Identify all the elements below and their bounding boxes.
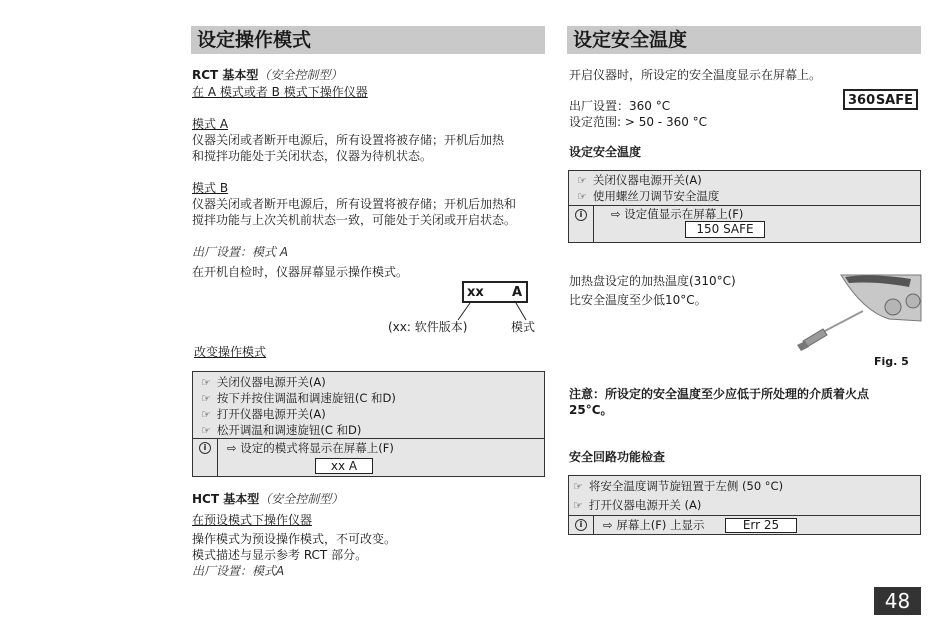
safety-lcd-value: 360 xyxy=(848,93,876,108)
check-instruction-box xyxy=(568,475,921,535)
instruction-result-row xyxy=(569,515,920,535)
instruction-step: ☞ 打开仪器电源开关(A) xyxy=(201,406,544,422)
selfcheck-text: 在开机自检时，仪器屏幕显示操作模式。 xyxy=(192,265,409,279)
arrow-right-icon: ⇨ xyxy=(603,518,617,532)
rct-subtitle: 在 A 模式或者 B 模式下操作仪器 xyxy=(192,85,368,99)
info-icon: i xyxy=(575,209,587,221)
hct-factory-setting: 出厂设置：模式A xyxy=(192,564,285,578)
instruction-step: ☞ 关闭仪器电源开关(A) xyxy=(201,374,544,390)
mode-b-text-2: 搅拌功能与上次关机前状态一致，可能处于关闭或开启状态。 xyxy=(192,213,517,227)
change-mode-title: 改变操作模式 xyxy=(194,345,267,359)
instruction-result-row xyxy=(569,205,920,243)
result-text: 屏幕上(F) 上显示 xyxy=(616,518,705,532)
safety-factory: 出厂设置：360 °C xyxy=(569,99,671,113)
safety-lcd-label: SAFE xyxy=(875,93,913,108)
mode-b-text-1: 仪器关闭或者断开电源后，所有设置将被存储；开机后加热和 xyxy=(192,197,517,211)
hct-model-title: HCT 基本型 xyxy=(192,492,260,506)
result-display: 150 SAFE xyxy=(685,221,765,238)
arrow-right-icon: ⇨ xyxy=(227,441,241,455)
result-line xyxy=(227,440,394,456)
result-line xyxy=(611,206,743,222)
page-number: 48 xyxy=(874,587,921,615)
arrow-right-icon: ⇨ xyxy=(611,207,625,221)
info-cell xyxy=(569,516,594,535)
hct-title-line xyxy=(192,491,343,507)
rct-title-line xyxy=(192,67,342,83)
info-cell xyxy=(569,206,594,243)
check-title: 安全回路功能检查 xyxy=(569,450,666,464)
change-mode-instruction-box xyxy=(192,371,545,477)
instruction-step: ☞ 关闭仪器电源开关(A) xyxy=(577,172,920,188)
set-safety-title: 设定安全温度 xyxy=(569,145,642,159)
mode-a-text-1: 仪器关闭或者断开电源后，所有设置将被存储；开机后加热 xyxy=(192,133,505,147)
rct-model-title: RCT 基本型 xyxy=(192,68,259,82)
hct-model-note: （安全控制型） xyxy=(259,492,344,506)
heat-text-2: 比安全温度至少低10°C。 xyxy=(569,293,707,307)
hct-subtitle: 在预设模式下操作仪器 xyxy=(192,513,313,527)
mode-lcd-display xyxy=(462,281,528,303)
set-safety-instruction-box xyxy=(568,170,921,243)
instruction-step: ☞ 使用螺丝刀调节安全温度 xyxy=(577,188,920,204)
section-heading-operating-mode: 设定操作模式 xyxy=(191,26,545,54)
result-display: Err 25 xyxy=(725,518,797,533)
info-icon: i xyxy=(575,519,587,531)
rct-model-note: （安全控制型） xyxy=(258,68,343,82)
label-mode: 模式 xyxy=(511,320,536,334)
lcd-version-text: xx xyxy=(467,285,484,300)
result-line xyxy=(603,517,705,533)
instruction-step: ☞ 将安全温度调节旋钮置于左侧 (50 °C) xyxy=(573,477,920,496)
mode-b-title: 模式 B xyxy=(192,181,229,195)
heat-text-1: 加热盘设定的加热温度(310°C) xyxy=(569,274,736,288)
hct-text-2: 模式描述与显示参考 RCT 部分。 xyxy=(192,548,368,562)
figure-caption: Fig. 5 xyxy=(874,355,909,368)
note-text-2: 25°C。 xyxy=(569,403,613,417)
instruction-step: ☞ 按下并按住调温和调速旋钮(C 和D) xyxy=(201,390,544,406)
factory-setting: 出厂设置：模式 A xyxy=(192,245,289,259)
result-text: 设定的模式将显示在屏幕上(F) xyxy=(240,441,394,455)
instruction-result-row xyxy=(193,438,544,477)
safety-lcd-display xyxy=(843,89,918,110)
section-heading-safety-temperature: 设定安全温度 xyxy=(567,26,921,54)
lcd-mode-text: A xyxy=(511,285,522,300)
label-software-version: (xx: 软件版本) xyxy=(388,320,468,334)
instruction-step: ☞ 松开调温和调速旋钮(C 和D) xyxy=(201,422,544,438)
mode-a-title: 模式 A xyxy=(192,117,229,131)
info-cell xyxy=(193,439,218,477)
hct-text-1: 操作模式为预设操作模式，不可改变。 xyxy=(192,532,397,546)
info-icon: i xyxy=(199,442,211,454)
note-text-1: 注意：所设定的安全温度至少应低于所处理的介质着火点 xyxy=(569,387,870,401)
screwdriver-device-illustration xyxy=(793,271,923,353)
mode-a-text-2: 和搅拌功能处于关闭状态，仪器为待机状态。 xyxy=(192,149,433,163)
safety-range: 设定范围: > 50 - 360 °C xyxy=(569,115,708,129)
instruction-step: ☞ 打开仪器电源开关 (A) xyxy=(573,496,920,515)
safety-intro: 开启仪器时，所设定的安全温度显示在屏幕上。 xyxy=(569,68,822,82)
result-display: xx A xyxy=(315,458,373,474)
result-text: 设定值显示在屏幕上(F) xyxy=(624,207,744,221)
